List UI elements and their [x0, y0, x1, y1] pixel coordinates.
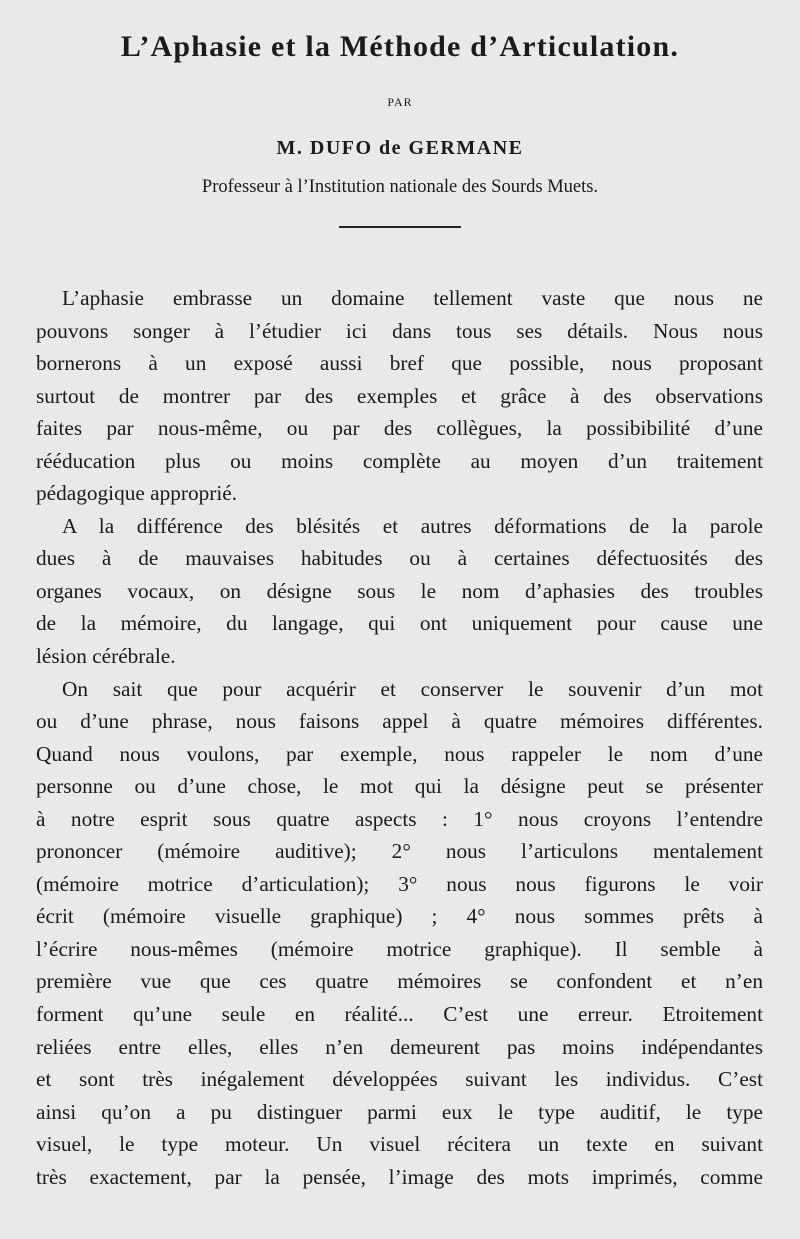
text-line: très exactement, par la pensée, l’image des mots imprimés, comme: [36, 1164, 763, 1189]
text-line: faites par nous-même, ou par des collègues, la possibibilité d’une: [36, 416, 763, 441]
text-line: prononcer (mémoire auditive); 2° nous l’articulons mentalement: [36, 839, 763, 864]
text-line: rééducation plus ou moins complète au moyen d’un traitement: [36, 448, 763, 473]
paragraph: [36, 510, 763, 673]
text-line: à notre esprit sous quatre aspects : 1° nous croyons l’entendre: [36, 806, 763, 831]
text-line: Quand nous voulons, par exemple, nous rappeler le nom d’une: [36, 741, 763, 766]
text-line: L’aphasie embrasse un domaine tellement vaste que nous ne: [62, 286, 763, 310]
paragraph: [36, 673, 763, 1194]
text-line: surtout de montrer par des exemples et grâce à des observations: [36, 383, 763, 408]
article-title: L’Aphasie et la Méthode d’Articulation.: [120, 30, 680, 63]
text-line: dues à de mauvaises habitudes ou à certaines défectuosités des: [36, 546, 763, 571]
text-line: On sait que pour acquérir et conserver le souvenir d’un mot: [62, 676, 763, 701]
paragraph: [36, 282, 763, 510]
text-line: reliées entre elles, elles n’en demeurent pas moins indépendantes: [36, 1034, 763, 1059]
text-line: forment qu’une seule en réalité... C’est une erreur. Etroitement: [36, 1002, 763, 1027]
text-line: personne ou d’une chose, le mot qui la désigne peut se présenter: [36, 774, 763, 799]
text-line: l’écrire nous-mêmes (mémoire motrice graphique). Il semble à: [36, 936, 763, 961]
text-line: de la mémoire, du langage, qui ont uniquement pour cause une: [36, 611, 763, 636]
text-line: première vue que ces quatre mémoires se confondent et n’en: [36, 969, 763, 994]
text-line: A la différence des blésités et autres déformations de la parole: [62, 513, 763, 538]
text-line: bornerons à un exposé aussi bref que possible, nous proposant: [36, 351, 763, 376]
separator-rule: [339, 226, 461, 228]
author-name: M. DUFO de GERMANE: [276, 137, 524, 159]
article-body: [36, 282, 763, 1193]
text-line: écrit (mémoire visuelle graphique) ; 4° nous sommes prêts à: [36, 904, 763, 929]
author-affiliation: Professeur à l’Institution nationale des Sourds Muets.: [201, 177, 599, 197]
text-line: ou d’une phrase, nous faisons appel à quatre mémoires différentes.: [36, 709, 763, 734]
text-line: (mémoire motrice d’articulation); 3° nous nous figurons le voir: [36, 871, 763, 896]
text-line: ainsi qu’on a pu distinguer parmi eux le type auditif, le type: [36, 1099, 763, 1124]
by-label: PAR: [387, 95, 413, 109]
text-line: pédagogique approprié.: [36, 481, 238, 506]
text-line: visuel, le type moteur. Un visuel récitera un texte en suivant: [36, 1132, 763, 1157]
text-line: pouvons songer à l’étudier ici dans tous ses détails. Nous nous: [36, 318, 763, 343]
text-line: lésion cérébrale.: [36, 644, 176, 669]
text-line: organes vocaux, on désigne sous le nom d’aphasies des troubles: [36, 578, 763, 603]
text-line: et sont très inégalement développées suivant les individus. C’est: [36, 1067, 763, 1092]
